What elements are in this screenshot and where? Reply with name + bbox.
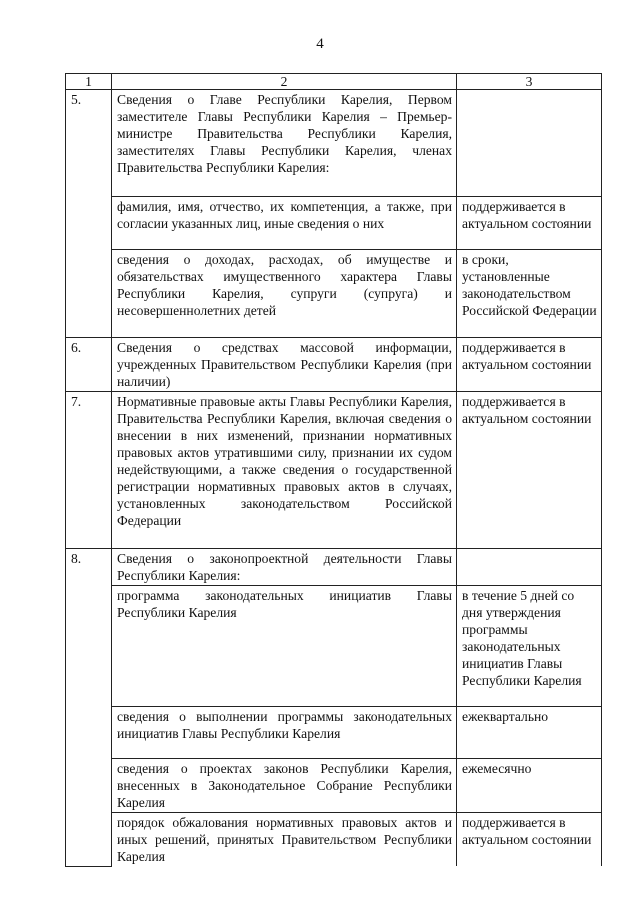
information-table bbox=[65, 73, 602, 867]
table-row bbox=[66, 197, 602, 250]
row-description: сведения о доходах, расходах, об имуществе и обязательствах имущественного характера Главы Республики Карелия, супруги (супруга) и несовершеннолетних детей bbox=[112, 250, 457, 338]
table-row bbox=[66, 250, 602, 338]
row-term: в сроки, установленные законодательством Российской Федерации bbox=[457, 250, 602, 338]
table-row bbox=[66, 707, 602, 759]
row-number: 6. bbox=[66, 338, 112, 392]
row-term bbox=[457, 549, 602, 586]
column-header-2: 2 bbox=[112, 74, 457, 90]
column-header-3: 3 bbox=[457, 74, 602, 90]
table-row bbox=[66, 338, 602, 392]
row-term: поддерживается в актуальном состоянии bbox=[457, 197, 602, 250]
row-description: программа законодательных инициатив Главы Республики Карелия bbox=[112, 586, 457, 707]
row-description: сведения о проектах законов Республики Карелия, внесенных в Законодательное Собрание Республики Карелия bbox=[112, 759, 457, 813]
row-term: поддерживается в актуальном состоянии bbox=[457, 392, 602, 549]
row-description: сведения о выполнении программы законодательных инициатив Главы Республики Карелия bbox=[112, 707, 457, 759]
row-description: Нормативные правовые акты Главы Республики Карелия, Правительства Республики Карелия, включая сведения о внесении в них изменений, признании нормативных правовых актов утратившими силу, признании их судом недействующими, а также сведения о государственной регистрации нормативных правовых актов в случаях, установленных законодательством Российской Федерации bbox=[112, 392, 457, 549]
row-number: 8. bbox=[66, 549, 112, 867]
table-row bbox=[66, 586, 602, 707]
row-term: в течение 5 дней со дня утверждения программы законодательных инициатив Главы Республики Карелия bbox=[457, 586, 602, 707]
table-row bbox=[66, 90, 602, 197]
table-row bbox=[66, 813, 602, 867]
row-description: фамилия, имя, отчество, их компетенция, а также, при согласии указанных лиц, иные сведения о них bbox=[112, 197, 457, 250]
row-number: 7. bbox=[66, 392, 112, 549]
row-description: Сведения о средствах массовой информации, учрежденных Правительством Республики Карелия (при наличии) bbox=[112, 338, 457, 392]
row-description: порядок обжалования нормативных правовых актов и иных решений, принятых Правительством Республики Карелия bbox=[112, 813, 457, 867]
row-term: ежемесячно bbox=[457, 759, 602, 813]
row-term: поддерживается в актуальном состоянии bbox=[457, 338, 602, 392]
row-term bbox=[457, 90, 602, 197]
row-term: ежеквартально bbox=[457, 707, 602, 759]
row-description: Сведения о Главе Республики Карелия, Первом заместителе Главы Республики Карелия – Премьер-министре Правительства Республики Карелия, заместителях Главы Республики Карелия, членах Правительства Республики Карелия: bbox=[112, 90, 457, 197]
table-header-row bbox=[66, 74, 602, 90]
table-row bbox=[66, 759, 602, 813]
column-header-1: 1 bbox=[66, 74, 112, 90]
row-description: Сведения о законопроектной деятельности Главы Республики Карелия: bbox=[112, 549, 457, 586]
table-row bbox=[66, 549, 602, 586]
row-term: поддерживается в актуальном состоянии bbox=[457, 813, 602, 867]
table-row bbox=[66, 392, 602, 549]
row-number: 5. bbox=[66, 90, 112, 338]
page-number: 4 bbox=[316, 36, 324, 52]
